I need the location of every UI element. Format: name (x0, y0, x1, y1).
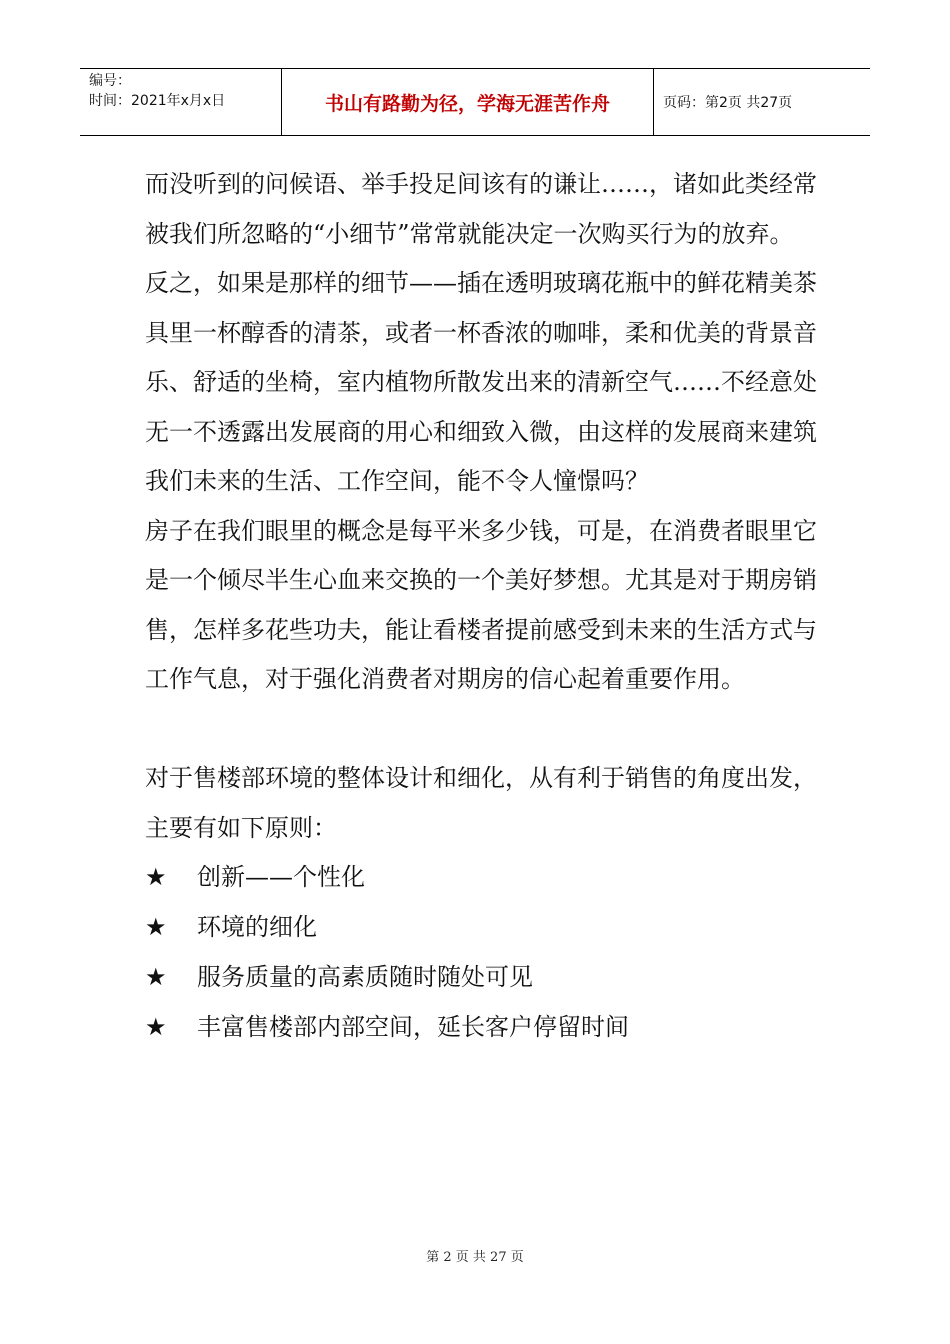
header-motto: 书山有路勤为径，学海无涯苦作舟 (282, 69, 654, 135)
header-page-info: 页码：第2页 共27页 (663, 95, 793, 111)
paragraph-spacer (145, 705, 817, 755)
principle-text: 环境的细化 (197, 913, 317, 942)
principle-item (145, 903, 817, 953)
principle-text: 丰富售楼部内部空间，延长客户停留时间 (197, 1013, 629, 1042)
paragraph: 反之，如果是那样的细节——插在透明玻璃花瓶中的鲜花精美茶具里一杯醇香的清茶，或者一杯香浓的咖啡，柔和优美的背景音乐、舒适的坐椅，室内植物所散发出来的清新空气……不经意处无一不透露出发展商的用心和细致入微，由这样的发展商来建筑我们未来的生活、工作空间，能不令人憧憬吗？ (145, 269, 817, 495)
principle-text: 服务质量的高素质随时随处可见 (197, 963, 533, 992)
paragraph: 对于售楼部环境的整体设计和细化，从有利于销售的角度出发，主要有如下原则： (145, 764, 817, 842)
star-icon: ★ (145, 913, 167, 942)
principle-text: 创新——个性化 (197, 863, 365, 892)
header-meta (80, 69, 282, 135)
document-number-label: 编号： (89, 73, 131, 89)
page-footer: 第 2 页 共 27 页 (426, 1250, 524, 1265)
document-time-label: 时间：2021年x月x日 (89, 93, 226, 109)
star-icon: ★ (145, 963, 167, 992)
paragraph: 房子在我们眼里的概念是每平米多少钱，可是，在消费者眼里它是一个倾尽半生心血来交换的一个美好梦想。尤其是对于期房销售，怎样多花些功夫，能让看楼者提前感受到未来的生活方式与工作气息，对于强化消费者对期房的信心起着重要作用。 (145, 516, 817, 693)
principle-item (145, 953, 817, 1003)
paragraph: 而没听到的问候语、举手投足间该有的谦让……，诸如此类经常被我们所忽略的“小细节”常常就能决定一次购买行为的放弃。 (145, 170, 817, 248)
principle-item (145, 1003, 817, 1053)
page-header (80, 68, 870, 136)
star-icon: ★ (145, 1013, 167, 1042)
principle-item (145, 853, 817, 903)
document-body (145, 160, 817, 1053)
star-icon: ★ (145, 863, 167, 892)
